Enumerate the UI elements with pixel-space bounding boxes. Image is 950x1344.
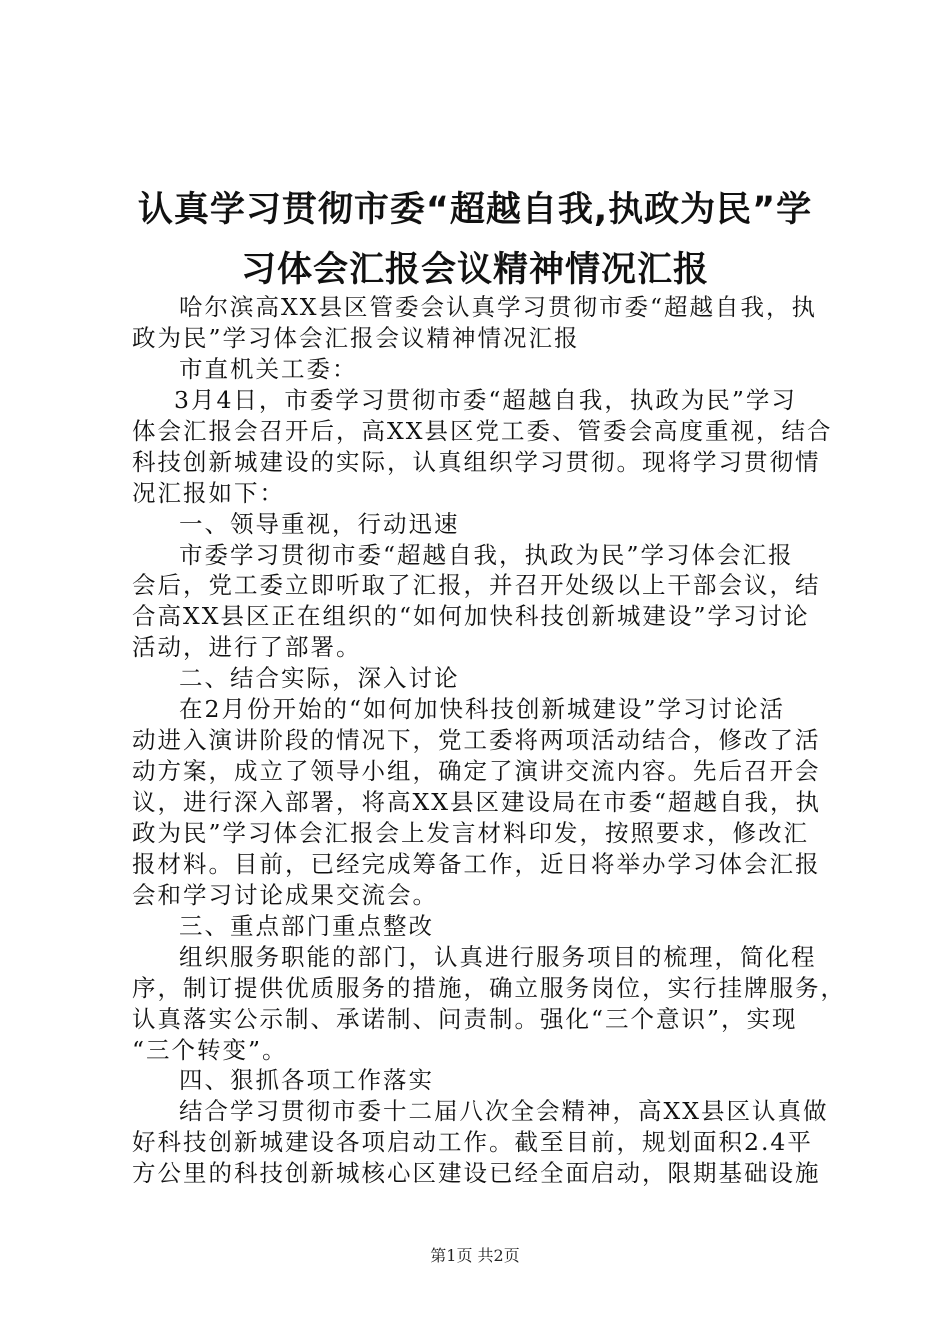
document-title-line-1: 认真学习贯彻市委“超越自我,执政为民”学: [137, 190, 813, 230]
body-line: 况汇报如下：: [132, 478, 285, 507]
body-line: 3月4日，市委学习贯彻市委“超越自我，执政为民”学习: [174, 385, 797, 414]
body-line: 报材料。目前，已经完成筹备工作，近日将举办学习体会汇报: [132, 849, 821, 878]
body-line: 哈尔滨高XX县区管委会认真学习贯彻市委“超越自我，执: [179, 293, 817, 321]
section-heading: 三、重点部门重点整改: [179, 911, 434, 940]
body-line: 科技创新城建设的实际，认真组织学习贯彻。现将学习贯彻情: [132, 447, 821, 476]
body-line: 动方案，成立了领导小组，确定了演讲交流内容。先后召开会: [132, 757, 821, 786]
body-line: 会后，党工委立即听取了汇报，并召开处级以上干部会议，结: [132, 571, 821, 600]
body-line: 合高XX县区正在组织的“如何加快科技创新城建设”学习讨论: [132, 602, 810, 631]
section-heading: 四、狠抓各项工作落实: [179, 1066, 434, 1095]
section-heading: 一、领导重视，行动迅速: [179, 509, 460, 538]
document-title-line-2: 习体会汇报会议精神情况汇报: [240, 250, 709, 290]
body-line: 体会汇报会召开后，高XX县区党工委、管委会高度重视，结合: [132, 416, 833, 445]
body-line: 议，进行深入部署，将高XX县区建设局在市委“超越自我，执: [132, 788, 821, 816]
section-heading: 二、结合实际，深入讨论: [179, 664, 460, 693]
body-line: 政为民”学习体会汇报会上发言材料印发，按照要求，修改汇: [132, 818, 810, 847]
body-line: 组织服务职能的部门，认真进行服务项目的梳理，简化程: [179, 942, 817, 971]
body-line: 结合学习贯彻市委十二届八次全会精神，高XX县区认真做: [179, 1097, 829, 1126]
body-line: 动进入演讲阶段的情况下，党工委将两项活动结合，修改了活: [132, 726, 821, 755]
body-line: 市委学习贯彻市委“超越自我，执政为民”学习体会汇报: [179, 540, 794, 569]
body-line: 市直机关工委：: [179, 354, 358, 383]
body-line: 方公里的科技创新城核心区建设已经全面启动，限期基础设施: [132, 1159, 821, 1188]
body-line: 好科技创新城建设各项启动工作。截至目前，规划面积2.4平: [132, 1128, 813, 1157]
body-line: 会和学习讨论成果交流会。: [132, 880, 438, 909]
body-line: 政为民”学习体会汇报会议精神情况汇报: [132, 323, 580, 352]
body-line: 在2月份开始的“如何加快科技创新城建设”学习讨论活: [179, 695, 785, 724]
document-body: [132, 292, 846, 1189]
body-line: 序，制订提供优质服务的措施，确立服务岗位，实行挂牌服务，: [132, 973, 846, 1002]
body-line: 认真落实公示制、承诺制、问责制。强化“三个意识”，实现: [132, 1004, 798, 1033]
body-line: 活动，进行了部署。: [132, 633, 362, 662]
body-line: “三个转变”。: [132, 1035, 288, 1064]
page-number-footer: 第1页 共2页: [430, 1246, 520, 1265]
